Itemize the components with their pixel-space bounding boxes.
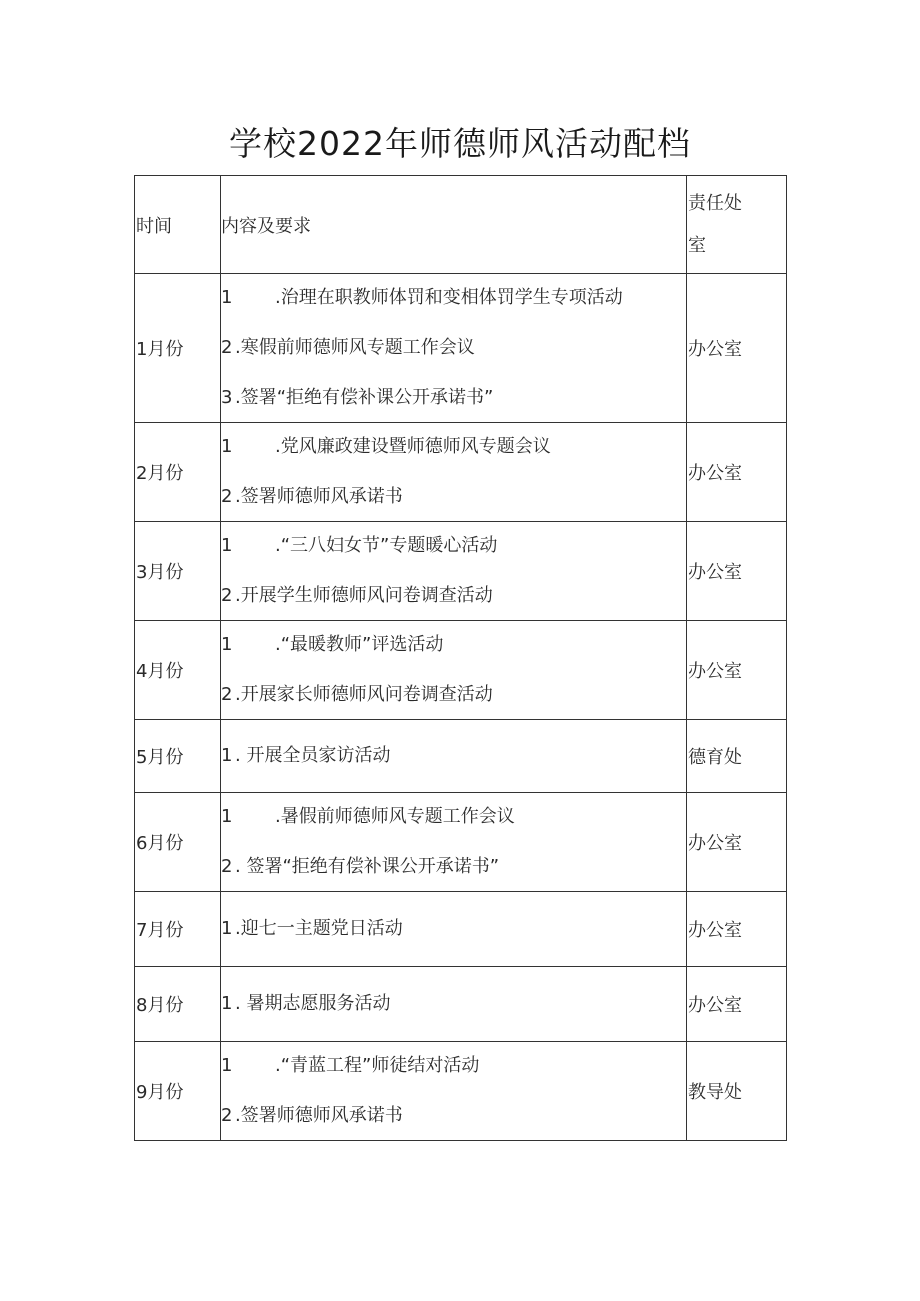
table-row xyxy=(135,793,787,892)
time-cell: 5月份 xyxy=(135,720,221,793)
content-cell xyxy=(221,1042,687,1141)
list-item: 1 .迎七一主题党日活动 xyxy=(221,918,403,939)
header-content: 内容及要求 xyxy=(221,176,687,274)
schedule-table xyxy=(134,175,787,1141)
list-item: 2 .签署师德师风承诺书 xyxy=(221,1105,403,1126)
list-item: 2 .开展家长师德师风问卷调查活动 xyxy=(221,684,493,705)
content-cell xyxy=(221,720,687,793)
dept-cell: 办公室 xyxy=(687,793,787,892)
table-row xyxy=(135,967,787,1042)
header-dept: 责任处 室 xyxy=(687,176,787,274)
content-cell xyxy=(221,967,687,1042)
list-item: 2 .寒假前师德师风专题工作会议 xyxy=(221,337,475,358)
list-item: 2 .开展学生师德师风问卷调查活动 xyxy=(221,585,493,606)
time-cell: 3月份 xyxy=(135,522,221,621)
time-cell: 7月份 xyxy=(135,892,221,967)
table-row xyxy=(135,423,787,522)
header-time: 时间 xyxy=(135,176,221,274)
content-cell xyxy=(221,621,687,720)
dept-cell: 办公室 xyxy=(687,522,787,621)
list-item: 1 .“三八妇女节”专题暖心活动 xyxy=(221,535,498,556)
list-item: 1 . 暑期志愿服务活动 xyxy=(221,993,391,1014)
list-item: 1 .“青蓝工程”师徒结对活动 xyxy=(221,1055,480,1076)
dept-cell: 办公室 xyxy=(687,423,787,522)
list-item: 1 . 开展全员家访活动 xyxy=(221,745,391,766)
time-cell: 2月份 xyxy=(135,423,221,522)
list-item: 1 .治理在职教师体罚和变相体罚学生专项活动 xyxy=(221,287,623,308)
time-cell: 4月份 xyxy=(135,621,221,720)
page-title: 学校2022年师德师风活动配档 xyxy=(229,124,691,163)
table-row xyxy=(135,274,787,423)
list-item: 3 .签署“拒绝有偿补课公开承诺书” xyxy=(221,387,494,408)
list-item: 2 . 签署“拒绝有偿补课公开承诺书” xyxy=(221,856,500,877)
list-item: 1 .暑假前师德师风专题工作会议 xyxy=(221,806,515,827)
time-cell: 9月份 xyxy=(135,1042,221,1141)
list-item: 1 .“最暖教师”评选活动 xyxy=(221,634,444,655)
content-cell xyxy=(221,423,687,522)
list-item: 1 .党风廉政建设暨师德师风专题会议 xyxy=(221,436,551,457)
content-cell xyxy=(221,274,687,423)
content-cell xyxy=(221,522,687,621)
dept-cell: 办公室 xyxy=(687,967,787,1042)
list-item: 2 .签署师德师风承诺书 xyxy=(221,486,403,507)
content-cell xyxy=(221,793,687,892)
table-row xyxy=(135,720,787,793)
dept-cell: 德育处 xyxy=(687,720,787,793)
time-cell: 1月份 xyxy=(135,274,221,423)
table-header-row xyxy=(135,176,787,274)
table-row xyxy=(135,1042,787,1141)
dept-cell: 教导处 xyxy=(687,1042,787,1141)
table-row xyxy=(135,522,787,621)
dept-cell: 办公室 xyxy=(687,892,787,967)
table-row xyxy=(135,621,787,720)
time-cell: 6月份 xyxy=(135,793,221,892)
dept-cell: 办公室 xyxy=(687,621,787,720)
content-cell xyxy=(221,892,687,967)
table-row xyxy=(135,892,787,967)
time-cell: 8月份 xyxy=(135,967,221,1042)
dept-cell: 办公室 xyxy=(687,274,787,423)
